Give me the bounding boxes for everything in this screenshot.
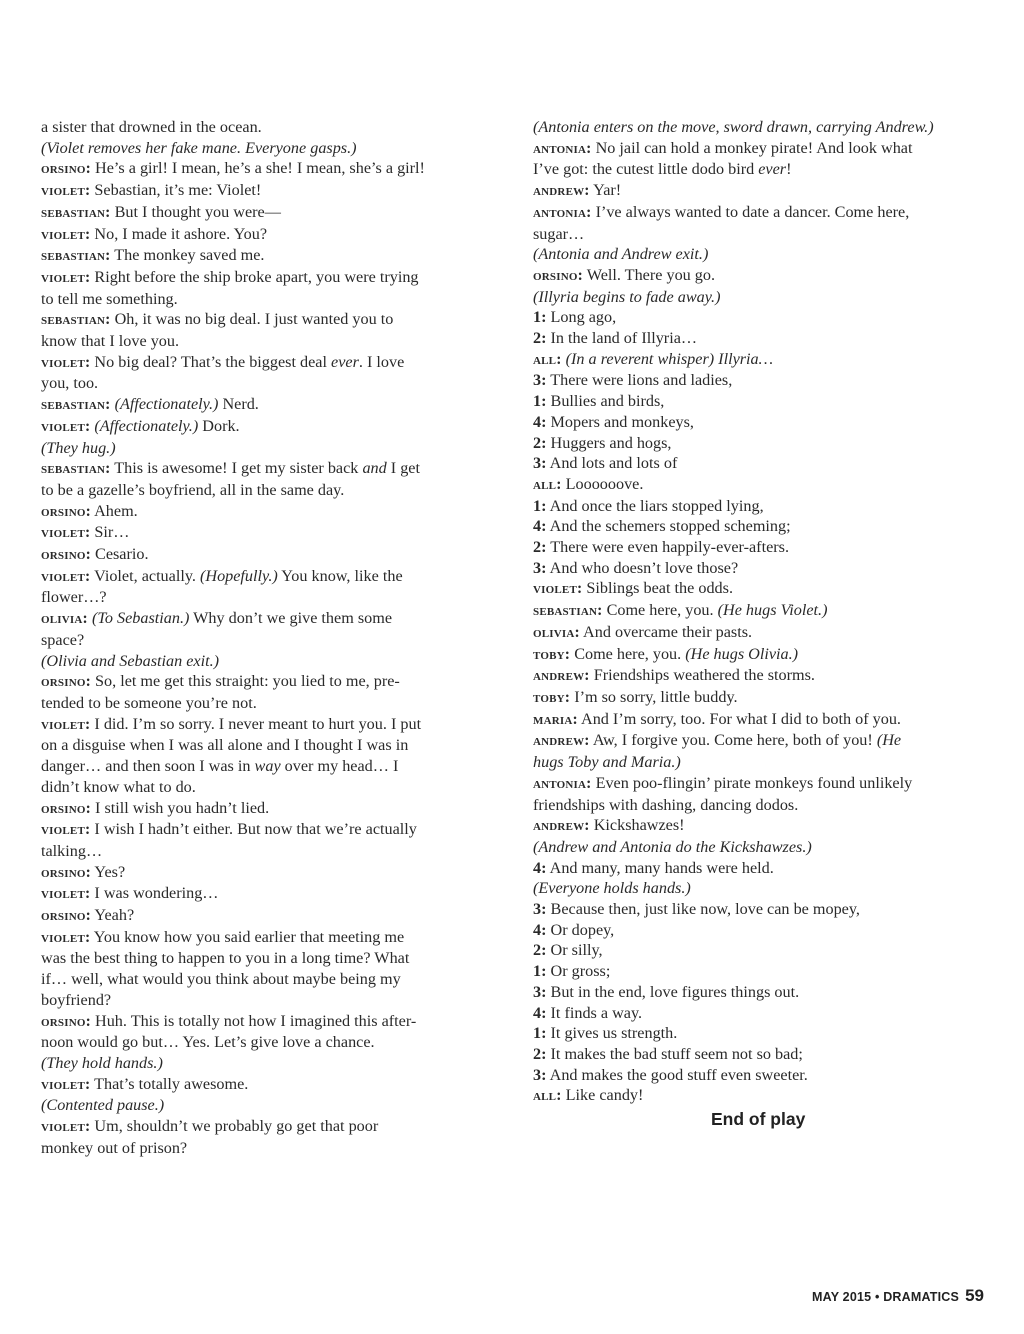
script-line [41, 693, 489, 714]
script-line [41, 883, 489, 905]
speaker-number: 3: [533, 900, 547, 919]
page-footer [812, 1286, 984, 1306]
stage-direction: and [362, 459, 387, 478]
line-text: There were even happily-ever-afters. [546, 538, 789, 557]
script-line [533, 558, 981, 579]
script-line [533, 982, 981, 1003]
script-line [533, 709, 981, 731]
speaker-name: violet: [41, 524, 91, 542]
line-text: Friendships weathered the storms. [589, 666, 815, 685]
script-line [533, 600, 981, 622]
speaker-name: violet: [41, 353, 91, 371]
script-line [41, 927, 489, 949]
speaker-number: 2: [533, 538, 547, 557]
script-line [533, 687, 981, 709]
speaker-number: 4: [533, 517, 547, 536]
line-text: Mopers and monkeys, [546, 412, 694, 431]
script-line [41, 905, 489, 927]
speaker-name: olivia: [41, 610, 88, 628]
script-line [533, 496, 981, 517]
script-line [41, 394, 489, 416]
speaker-number: 1: [533, 308, 547, 327]
script-line [41, 671, 489, 693]
speaker-name: orsino: [41, 799, 91, 817]
speaker-name: sebastian: [41, 247, 111, 265]
script-line [41, 948, 489, 969]
line-text: to be a gazelle’s boyfriend, all in the same day. [41, 480, 345, 499]
line-text: I wish I hadn’t either. But now that we’re actually [90, 820, 417, 839]
line-text: Sebastian, it’s me: Violet! [90, 181, 262, 200]
script-line [41, 651, 489, 672]
speaker-name: andrew: [533, 182, 590, 200]
script-line [41, 416, 489, 438]
line-text: you, too. [41, 374, 99, 393]
script-line [41, 309, 489, 331]
script-line [41, 352, 489, 374]
script-line [533, 349, 981, 371]
left-column [41, 117, 489, 1158]
speaker-name: toby: [533, 688, 571, 706]
line-text: Well. There you go. [582, 265, 716, 284]
line-text: I still wish you hadn’t lied. [90, 798, 270, 817]
speaker-name: violet: [41, 182, 91, 200]
stage-direction: (Hopefully.) [199, 566, 278, 585]
speaker-number: 1: [533, 962, 547, 981]
line-text: talking… [41, 841, 103, 860]
script-line [533, 920, 981, 941]
line-text: Yar! [589, 181, 622, 200]
stage-direction: (They hug.) [41, 438, 116, 457]
script-line [41, 158, 489, 180]
script-line [41, 1053, 489, 1074]
line-text: And I’m sorry, too. For what I did to both of you. [577, 709, 901, 728]
speaker-number: 2: [533, 941, 547, 960]
stage-direction: (Illyria begins to fade away.) [533, 287, 721, 306]
stage-direction: hugs Toby and Maria.) [533, 753, 681, 772]
stage-direction: (In a reverent whisper) Illyria… [565, 349, 774, 368]
script-line [533, 412, 981, 433]
script-line [533, 961, 981, 982]
script-line [533, 622, 981, 644]
stage-direction: (Contented pause.) [41, 1096, 165, 1115]
line-text: boyfriend? [41, 990, 112, 1009]
stage-direction: way [254, 757, 281, 776]
speaker-name: violet: [41, 268, 91, 286]
stage-direction: (To Sebastian.) [91, 609, 190, 628]
speaker-name: orsino: [533, 266, 583, 284]
line-text: Come here, you. [602, 601, 718, 620]
speaker-name: sebastian: [41, 203, 111, 221]
line-text: Huh. This is totally not how I imagined this after- [90, 1011, 417, 1030]
speaker-name: sebastian: [533, 602, 603, 620]
script-line [41, 714, 489, 736]
speaker-name: olivia: [533, 623, 580, 641]
speaker-number: 2: [533, 1044, 547, 1063]
script-line [41, 735, 489, 756]
stage-direction: (Andrew and Antonia do the Kickshawzes.) [533, 837, 812, 856]
script-line [41, 289, 489, 310]
line-text: No, I made it ashore. You? [90, 224, 268, 243]
speaker-number: 1: [533, 392, 547, 411]
script-line [533, 453, 981, 474]
script-line [41, 1138, 489, 1159]
speaker-name: sebastian: [41, 396, 111, 414]
speaker-name: sebastian: [41, 311, 111, 329]
speaker-name: antonia: [533, 139, 592, 157]
line-text: In the land of Illyria… [546, 329, 698, 348]
speaker-name: all: [533, 475, 562, 493]
speaker-name: violet: [41, 821, 91, 839]
line-text: monkey out of prison? [41, 1138, 188, 1157]
speaker-name: violet: [41, 1118, 91, 1136]
speaker-name: antonia: [533, 774, 592, 792]
script-line [533, 899, 981, 920]
line-text: And many, many hands were held. [546, 858, 774, 877]
script-line [41, 756, 489, 777]
line-text: The monkey saved me. [110, 246, 265, 265]
script-line [41, 522, 489, 544]
speaker-name: orsino: [41, 1012, 91, 1030]
script-line [41, 969, 489, 990]
line-text: noon would go but… Yes. Let’s give love a chance. [41, 1033, 375, 1052]
script-line [533, 244, 981, 265]
speaker-name: all: [533, 1087, 562, 1105]
script-line [41, 862, 489, 884]
script-line [533, 224, 981, 245]
speaker-number: 4: [533, 1003, 547, 1022]
line-text: over my head… I [280, 757, 399, 776]
speaker-name: violet: [41, 417, 91, 435]
stage-direction: (Affectionately.) [94, 416, 199, 435]
line-text: It gives us strength. [546, 1024, 678, 1043]
script-line [533, 307, 981, 328]
line-text: Sir… [90, 523, 130, 542]
line-text: Come here, you. [570, 644, 686, 663]
line-text: Like candy! [561, 1086, 644, 1105]
script-line [533, 730, 981, 752]
speaker-number: 3: [533, 982, 547, 1001]
script-line [41, 373, 489, 394]
script-line [41, 1011, 489, 1033]
speaker-number: 1: [533, 1024, 547, 1043]
line-text: You know, like the [277, 566, 403, 585]
line-text: This is awesome! I get my sister back [110, 459, 363, 478]
script-line [533, 474, 981, 496]
line-text: Um, shouldn’t we probably go get that poor [90, 1117, 379, 1136]
speaker-number: 4: [533, 858, 547, 877]
script-line [533, 1065, 981, 1086]
line-text: And the schemers stopped scheming; [546, 517, 791, 536]
script-line [41, 117, 489, 138]
script-line [533, 537, 981, 558]
line-text: Huggers and hogs, [546, 433, 672, 452]
script-line [41, 501, 489, 523]
script-line [533, 795, 981, 816]
line-text: Right before the ship broke apart, you were trying [90, 267, 419, 286]
speaker-name: sebastian: [41, 460, 111, 478]
speaker-name: antonia: [533, 203, 592, 221]
speaker-name: orsino: [41, 546, 91, 564]
speaker-name: orsino: [41, 502, 91, 520]
stage-direction: (Olivia and Sebastian exit.) [41, 651, 220, 670]
line-text: Or silly, [546, 941, 603, 960]
speaker-number: 3: [533, 371, 547, 390]
speaker-name: violet: [41, 715, 91, 733]
line-text: No big deal? That’s the biggest deal [90, 352, 332, 371]
script-line [533, 117, 981, 138]
line-text: It finds a way. [546, 1003, 643, 1022]
script-line [533, 1044, 981, 1065]
line-text: a sister that drowned in the ocean. [41, 118, 262, 136]
line-text: Or gross; [546, 962, 611, 981]
line-text: But in the end, love figures things out. [546, 982, 800, 1001]
speaker-number: 4: [533, 920, 547, 939]
line-text: I’m so sorry, little buddy. [570, 687, 738, 706]
speaker-name: orsino: [41, 863, 91, 881]
line-text: Or dopey, [546, 920, 615, 939]
stage-direction: (Affectionately.) [114, 395, 219, 414]
line-text: Kickshawzes! [589, 816, 685, 835]
line-text: Even poo-flingin’ pirate monkeys found unlikely [591, 773, 913, 792]
script-line [41, 777, 489, 798]
stage-direction: (Antonia and Andrew exit.) [533, 245, 709, 264]
line-text: Nerd. [218, 395, 259, 414]
stage-direction: (Antonia enters on the move, sword drawn, carrying Andrew.) [533, 118, 934, 136]
script-line [533, 578, 981, 600]
script-line [41, 1116, 489, 1138]
script-line [41, 1032, 489, 1053]
script-line [533, 265, 981, 287]
script-line [533, 159, 981, 180]
speaker-number: 3: [533, 1065, 547, 1084]
line-text: I’ve got: the cutest little dodo bird [533, 160, 759, 179]
line-text: And once the liars stopped lying, [546, 496, 764, 515]
stage-direction: ever [758, 160, 787, 179]
script-line [533, 180, 981, 202]
script-line [533, 752, 981, 773]
script-line [41, 180, 489, 202]
speaker-name: violet: [41, 885, 91, 903]
line-text: I’ve always wanted to date a dancer. Come here, [591, 202, 910, 221]
line-text: I get [386, 459, 420, 478]
script-line [41, 331, 489, 352]
line-text: if… well, what would you think about maybe being my [41, 970, 401, 989]
script-line [533, 287, 981, 308]
script-line [41, 544, 489, 566]
line-text: Yeah? [90, 906, 135, 925]
script-line [533, 1085, 981, 1107]
speaker-name: violet: [41, 225, 91, 243]
speaker-number: 4: [533, 412, 547, 431]
line-text: No jail can hold a monkey pirate! And look what [591, 138, 913, 157]
line-text: ! [786, 160, 792, 179]
speaker-name: toby: [533, 645, 571, 663]
line-text: danger… and then soon I was in [41, 757, 255, 776]
line-text: Aw, I forgive you. Come here, both of you! [589, 731, 877, 750]
line-text: Oh, it was no big deal. I just wanted you to [110, 310, 394, 329]
line-text: But I thought you were— [110, 202, 281, 221]
script-line [41, 630, 489, 651]
speaker-name: orsino: [41, 160, 91, 178]
script-line [41, 224, 489, 246]
speaker-name: violet: [41, 567, 91, 585]
line-text: And makes the good stuff even sweeter. [546, 1065, 808, 1084]
line-text: There were lions and ladies, [546, 371, 733, 390]
line-text: was the best thing to happen to you in a long time? What [41, 949, 410, 968]
stage-direction: (Violet removes her fake mane. Everyone gasps.) [41, 138, 357, 157]
script-line [533, 878, 981, 899]
script-line [533, 815, 981, 837]
script-line [41, 608, 489, 630]
right-column [533, 117, 981, 1107]
stage-direction: (Everyone holds hands.) [533, 879, 691, 898]
script-line [41, 245, 489, 267]
script-line [533, 1003, 981, 1024]
line-text: Yes? [90, 862, 126, 881]
line-text: Ahem. [90, 501, 138, 520]
line-text: . I love [358, 352, 405, 371]
line-text: Dork. [198, 416, 240, 435]
speaker-name: violet: [41, 928, 91, 946]
script-line [533, 773, 981, 795]
script-line [533, 202, 981, 224]
speaker-name: violet: [41, 1075, 91, 1093]
speaker-number: 1: [533, 496, 547, 515]
line-text: Siblings beat the odds. [582, 579, 733, 598]
end-of-play-heading: End of play [711, 1109, 806, 1129]
line-text: on a disguise when I was all alone and I thought I was in [41, 736, 409, 755]
script-line [41, 990, 489, 1011]
script-line [533, 328, 981, 349]
line-text: know that I love you. [41, 332, 180, 351]
script-line [41, 1095, 489, 1116]
script-line [533, 391, 981, 412]
stage-direction: (He [876, 731, 902, 750]
script-line [41, 798, 489, 820]
page-number: 59 [965, 1286, 984, 1305]
stage-direction: (They hold hands.) [41, 1053, 163, 1072]
script-line [41, 480, 489, 501]
speaker-name: andrew: [533, 667, 590, 685]
script-line [41, 438, 489, 459]
line-text: tended to be someone you’re not. [41, 693, 257, 712]
stage-direction: (He hugs Olivia.) [685, 644, 799, 663]
folio-label: MAY 2015 • DRAMATICS [812, 1290, 960, 1304]
script-line [41, 1074, 489, 1096]
script-line [533, 940, 981, 961]
line-text: So, let me get this straight: you lied to me, pre- [90, 672, 400, 691]
script-line [41, 587, 489, 608]
line-text: Bullies and birds, [546, 392, 665, 411]
stage-direction: ever [331, 352, 359, 371]
line-text: to tell me something. [41, 289, 178, 308]
script-line [41, 138, 489, 159]
speaker-number: 3: [533, 558, 547, 577]
line-text: That’s totally awesome. [90, 1074, 249, 1093]
script-line [41, 566, 489, 588]
line-text: space? [41, 630, 85, 649]
line-text: And who doesn’t love those? [546, 558, 739, 577]
speaker-number: 2: [533, 433, 547, 452]
script-line [41, 267, 489, 289]
script-line [41, 841, 489, 862]
stage-direction: (He hugs Violet.) [717, 601, 828, 620]
line-text: Loooooove. [561, 474, 644, 493]
script-line [533, 644, 981, 666]
line-text: It makes the bad stuff seem not so bad; [546, 1044, 803, 1063]
line-text: Why don’t we give them some [189, 609, 393, 628]
script-line [533, 1023, 981, 1044]
line-text: sugar… [533, 224, 585, 243]
line-text: I did. I’m so sorry. I never meant to hurt you. I put [90, 714, 422, 733]
speaker-number: 2: [533, 329, 547, 348]
line-text: friendships with dashing, dancing dodos. [533, 795, 799, 814]
line-text: flower…? [41, 588, 107, 607]
speaker-name: all: [533, 350, 562, 368]
speaker-name: orsino: [41, 907, 91, 925]
line-text: didn’t know what to do. [41, 777, 196, 796]
speaker-name: violet: [533, 580, 583, 598]
speaker-number: 3: [533, 454, 547, 473]
line-text: He’s a girl! I mean, he’s a she! I mean, she’s a girl! [90, 159, 425, 178]
line-text: Because then, just like now, love can be mopey, [546, 900, 860, 919]
line-text: Cesario. [90, 545, 149, 564]
speaker-name: maria: [533, 710, 578, 728]
speaker-name: andrew: [533, 732, 590, 750]
line-text: Violet, actually. [90, 566, 200, 585]
script-line [41, 458, 489, 480]
script-line [533, 516, 981, 537]
speaker-name: orsino: [41, 673, 91, 691]
script-line [533, 837, 981, 858]
line-text: Long ago, [546, 308, 617, 327]
line-text: I was wondering… [90, 884, 219, 903]
script-line [533, 665, 981, 687]
line-text: And lots and lots of [546, 454, 678, 473]
speaker-name: andrew: [533, 817, 590, 835]
script-line [533, 433, 981, 454]
line-text: You know how you said earlier that meeting me [90, 927, 405, 946]
script-line [533, 370, 981, 391]
script-line [41, 819, 489, 841]
script-line [533, 138, 981, 160]
script-line [533, 858, 981, 879]
line-text: And overcame their pasts. [579, 622, 753, 641]
script-line [41, 202, 489, 224]
